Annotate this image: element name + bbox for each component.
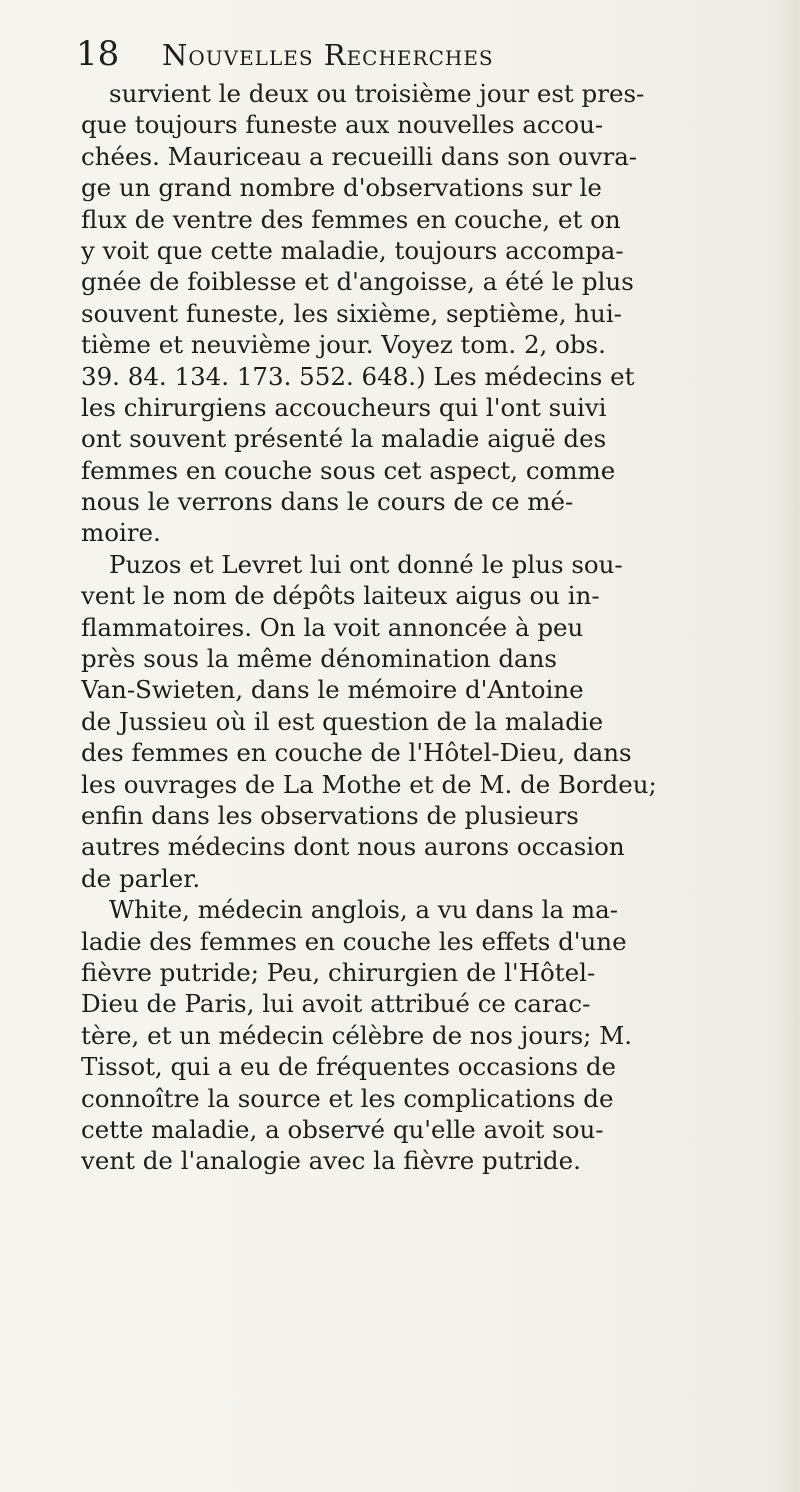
text-line: vent le nom de dépôts laiteux aigus ou in- <box>81 581 600 611</box>
page-header <box>76 25 636 83</box>
text-line: les chirurgiens accoucheurs qui l'ont suivi <box>81 392 607 422</box>
text-line: moire. <box>81 518 161 548</box>
text-line: vent de l'analogie avec la fièvre putride. <box>81 1146 581 1176</box>
text-line: ge un grand nombre d'observations sur le <box>81 173 602 203</box>
text-line: survient le deux ou troisième jour est pres- <box>109 79 645 108</box>
text-line: flux de ventre des femmes en couche, et on <box>81 204 621 234</box>
text-line: White, médecin anglois, a vu dans la ma- <box>109 895 618 925</box>
text-line: connoître la source et les complications de <box>81 1083 614 1113</box>
text-line: que toujours funeste aux nouvelles accou- <box>81 110 604 140</box>
text-line: nous le verrons dans le cours de ce mé- <box>81 487 574 517</box>
text-line: ont souvent présenté la maladie aiguë des <box>81 424 607 454</box>
text-line: enfin dans les observations de plusieurs <box>81 800 579 830</box>
text-line: Tissot, qui a eu de fréquentes occasions de <box>81 1052 617 1082</box>
page-edge-shadow <box>774 0 800 1492</box>
text-line: chées. Mauriceau a recueilli dans son ouvra- <box>81 141 638 171</box>
text-line: cette maladie, a observé qu'elle avoit sou- <box>81 1114 604 1144</box>
text-line: tième et neuvième jour. Voyez tom. 2, obs. <box>81 330 606 360</box>
text-line: ladie des femmes en couche les effets d'une <box>81 926 627 956</box>
text-line: Van-Swieten, dans le mémoire d'Antoine <box>81 675 584 705</box>
text-line: tère, et un médecin célèbre de nos jours; M. <box>81 1020 633 1050</box>
text-line: fièvre putride; Peu, chirurgien de l'Hôtel- <box>81 957 596 987</box>
text-line: Puzos et Levret lui ont donné le plus sou- <box>109 549 623 579</box>
text-line: autres médecins dont nous aurons occasion <box>81 832 625 862</box>
text-line: souvent funeste, les sixième, septième, hui- <box>81 298 622 328</box>
text-line: y voit que cette maladie, toujours accompa- <box>81 235 624 265</box>
text-line: les ouvrages de La Mothe et de M. de Bordeu; <box>81 769 657 799</box>
text-line: des femmes en couche de l'Hôtel-Dieu, dans <box>81 738 632 768</box>
page-number: 18 <box>76 34 120 74</box>
text-line: près sous la même dénomination dans <box>81 644 558 674</box>
text-line: Dieu de Paris, lui avoit attribué ce carac- <box>81 989 591 1019</box>
body-text <box>81 78 716 1278</box>
text-line: femmes en couche sous cet aspect, comme <box>81 455 616 485</box>
text-line: gnée de foiblesse et d'angoisse, a été le plus <box>81 267 634 297</box>
text-line: 39. 84. 134. 173. 552. 648.) Les médecins et <box>81 361 635 391</box>
text-line: de parler. <box>81 863 201 893</box>
text-line: flammatoires. On la voit annoncée à peu <box>81 612 584 642</box>
text-line: de Jussieu où il est question de la maladie <box>81 706 604 736</box>
running-title: Nouvelles Recherches <box>162 38 494 72</box>
